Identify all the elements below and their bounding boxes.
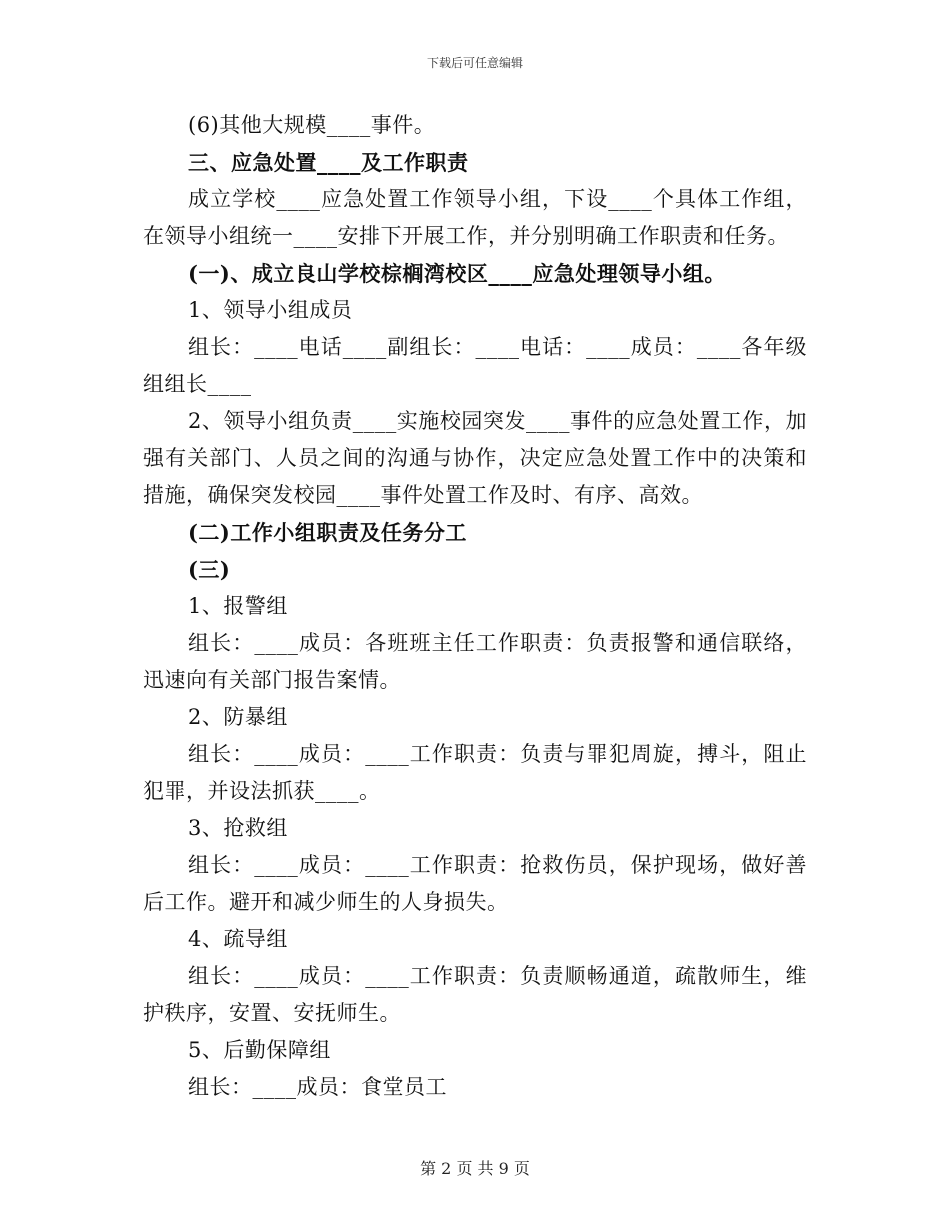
list-item-members-title: 1、领导小组成员 bbox=[188, 298, 353, 322]
section-heading-3: 三、应急处置____及工作职责 bbox=[188, 150, 469, 175]
paragraph-rescue-group: 组长：____成员：____工作职责：抢救伤员，保护现场，做好善后工作。避开和减少师生的人身损失。 bbox=[143, 853, 807, 914]
paragraph-riot-group: 组长：____成员：____工作职责：负责与罪犯周旋，搏斗，阻止犯罪，并设法抓获____。 bbox=[143, 742, 807, 803]
page-footer: 第 2 页 共 9 页 bbox=[420, 1159, 530, 1178]
paragraph-evacuation-group: 组长：____成员：____工作职责：负责顺畅通道，疏散师生，维护秩序，安置、安抚师生。 bbox=[143, 964, 807, 1025]
paragraph-leadership-setup: 成立学校____应急处置工作领导小组，下设____个具体工作组，在领导小组统一____安排下开展工作，并分别明确工作职责和任务。 bbox=[143, 187, 807, 248]
paragraph-members: 组长：____电话____副组长：____电话：____成员：____各年级组组长____ bbox=[143, 335, 807, 396]
list-item-logistics-group: 5、后勤保障组 bbox=[188, 1038, 331, 1062]
paragraph-logistics-group: 组长：____成员：食堂员工 bbox=[188, 1075, 447, 1099]
list-item-riot-group: 2、防暴组 bbox=[188, 705, 288, 729]
paragraph-responsibility: 2、领导小组负责____实施校园突发____事件的应急处置工作，加强有关部门、人员之间的沟通与协作，决定应急处置工作中的决策和措施，确保突发校园____事件处置工作及时、有序、高效。 bbox=[143, 409, 807, 507]
subsection-heading-1: (一)、成立良山学校棕榈湾校区____应急处理领导小组。 bbox=[188, 261, 726, 286]
list-item-rescue-group: 3、抢救组 bbox=[188, 816, 288, 840]
subsection-heading-2: (二)工作小组职责及任务分工 bbox=[188, 520, 467, 545]
document-body bbox=[143, 107, 807, 1106]
page-header: 下载后可任意编辑 bbox=[426, 56, 523, 70]
paragraph-item-1: (6)其他大规模____事件。 bbox=[188, 113, 436, 137]
subsection-heading-3: (三) bbox=[188, 557, 231, 582]
paragraph-alarm-group: 组长：____成员：各班班主任工作职责：负责报警和通信联络，迅速向有关部门报告案情。 bbox=[143, 631, 807, 692]
list-item-alarm-group: 1、报警组 bbox=[188, 594, 288, 618]
list-item-evacuation-group: 4、疏导组 bbox=[188, 927, 288, 951]
